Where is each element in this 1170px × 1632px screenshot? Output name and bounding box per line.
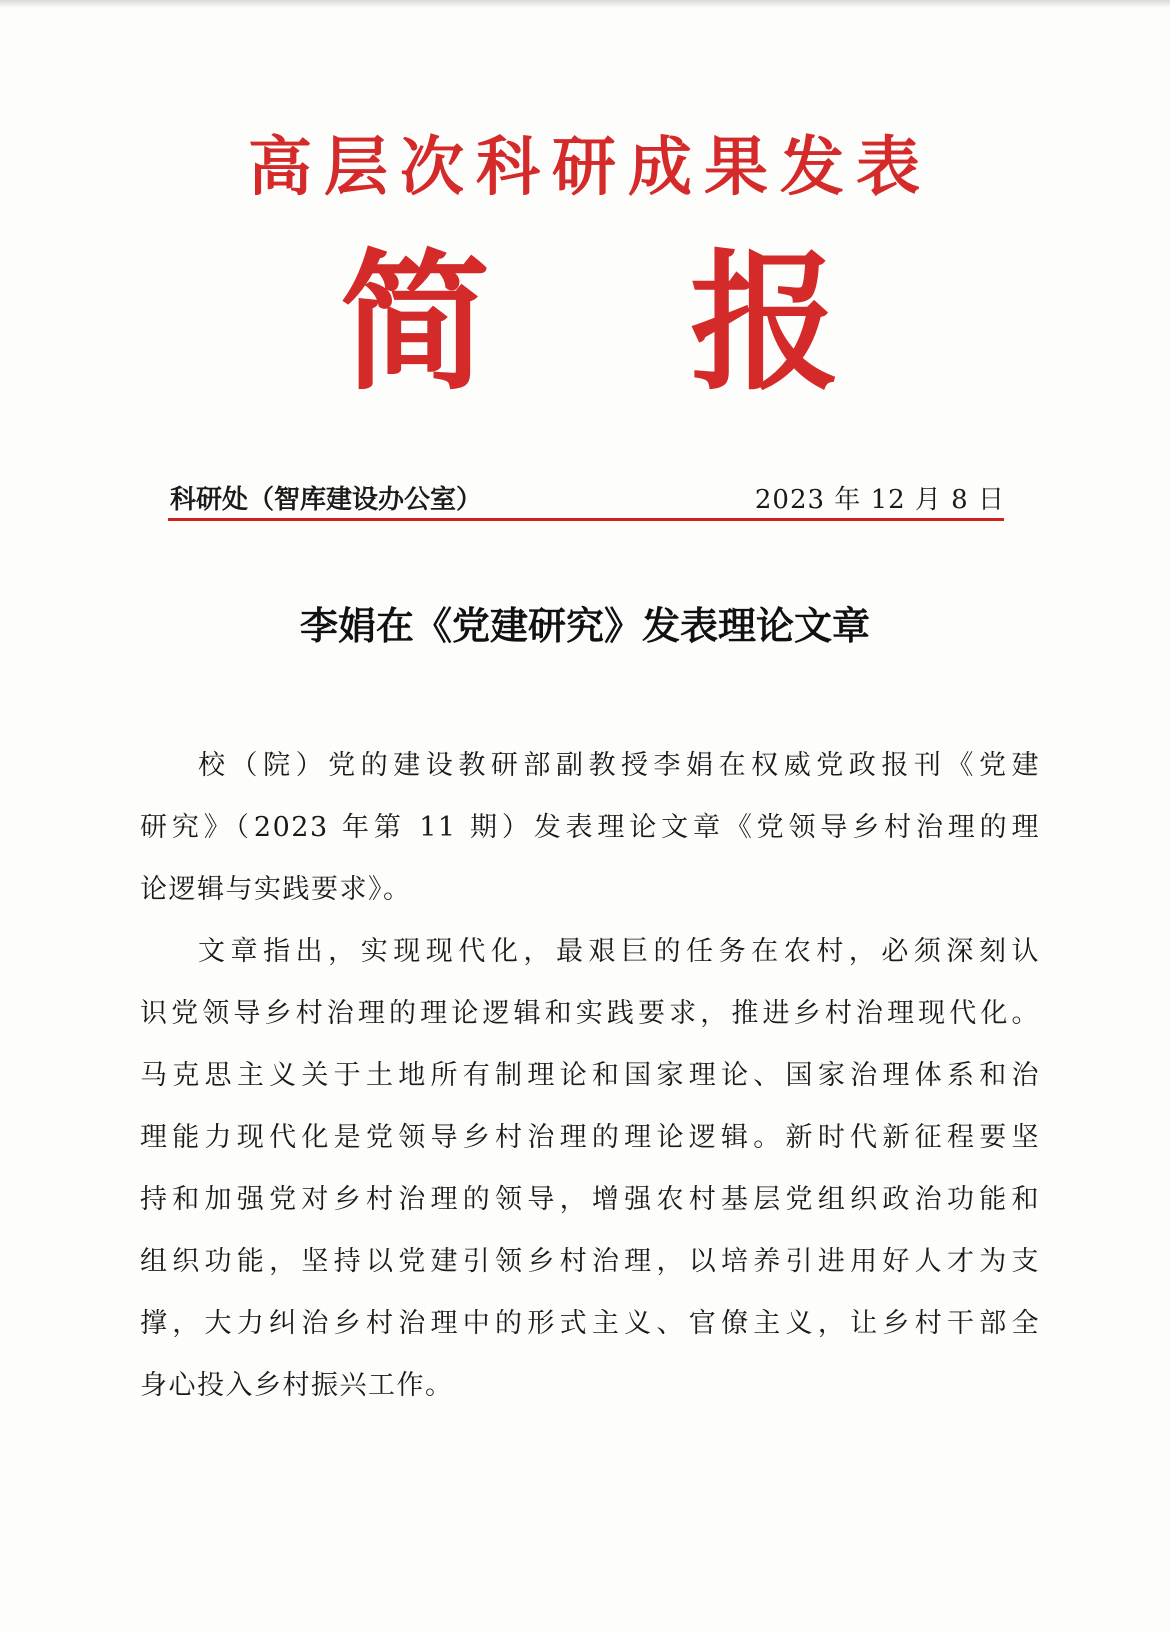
article-title: 李娟在《党建研究》发表理论文章 — [299, 603, 870, 648]
masthead-subtitle: 高层次科研成果发表 — [248, 130, 932, 205]
article-body — [140, 735, 1040, 1417]
paragraph — [140, 735, 1040, 921]
paragraph-line: 研究》（2023 年第 11 期）发表理论文章《党领导乡村治理的理 — [140, 812, 1040, 843]
paragraph-line: 理能力现代化是党领导乡村治理的理论逻辑。新时代新征程要坚 — [140, 1122, 1040, 1153]
paragraph — [140, 921, 1040, 1417]
scan-edge — [0, 0, 1170, 8]
paragraph-line: 撑，大力纠治乡村治理中的形式主义、官僚主义，让乡村干部全 — [140, 1308, 1040, 1339]
masthead-title — [340, 235, 840, 411]
paragraph-line: 校（院）党的建设教研部副教授李娟在权威党政报刊《党建 — [198, 750, 1040, 781]
paragraph-line: 身心投入乡村振兴工作。 — [140, 1370, 454, 1401]
paragraph-line: 论逻辑与实践要求》。 — [140, 874, 412, 905]
paragraph-line: 组织功能，坚持以党建引领乡村治理，以培养引进用好人才为支 — [140, 1246, 1040, 1277]
paragraph-line: 马克思主义关于土地所有制理论和国家理论、国家治理体系和治 — [140, 1060, 1040, 1091]
masthead-title-char: 简 — [340, 235, 491, 411]
issuer: 科研处（智库建设办公室） — [170, 485, 483, 515]
paragraph-line: 识党领导乡村治理的理论逻辑和实践要求，推进乡村治理现代化。 — [140, 998, 1040, 1029]
paragraph-line: 文章指出，实现现代化，最艰巨的任务在农村，必须深刻认 — [198, 936, 1040, 967]
issue-date: 2023 年 12 月 8 日 — [754, 485, 1005, 515]
paragraph-line: 持和加强党对乡村治理的领导，增强农村基层党组织政治功能和 — [140, 1184, 1040, 1215]
issuer-row — [170, 480, 1005, 520]
masthead-title-char: 报 — [689, 235, 840, 411]
red-divider — [168, 518, 1004, 521]
